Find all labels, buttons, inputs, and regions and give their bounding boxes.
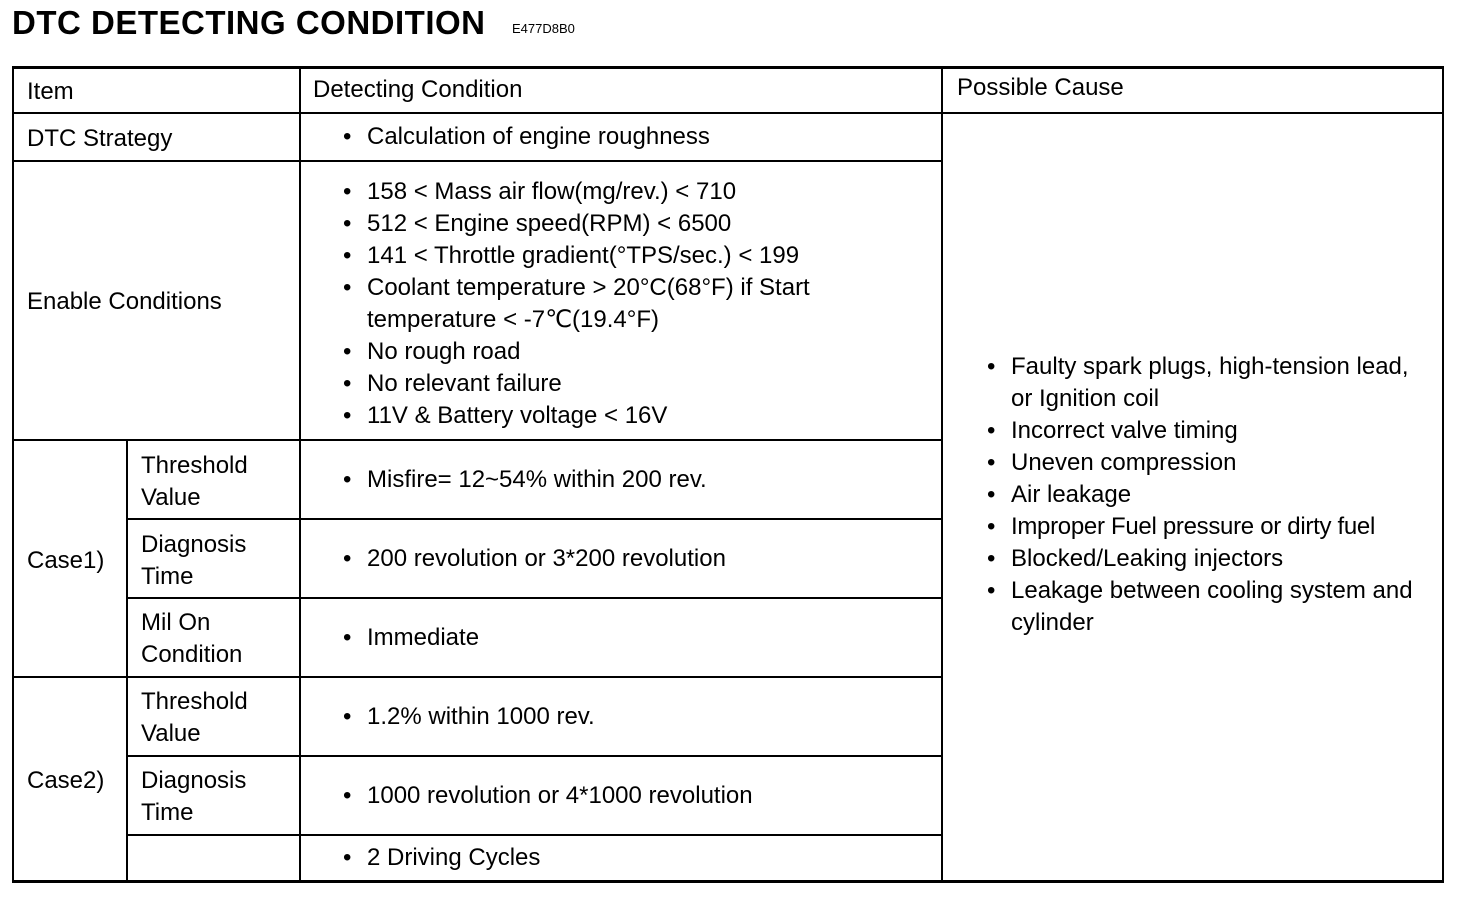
list-item: • No rough road (337, 336, 937, 368)
column-divider (941, 66, 943, 883)
case1-threshold-value (337, 441, 937, 518)
list-item: • No relevant failure (337, 368, 937, 400)
case2-label: Case2) (27, 767, 105, 794)
list-item: • Immediate (337, 622, 937, 654)
column-divider (299, 66, 301, 883)
page-title: DTC DETECTING CONDITION (12, 4, 486, 41)
enable-conditions-list (337, 176, 937, 432)
case2-diagnosis-value (337, 757, 937, 834)
table-border-right (1442, 66, 1444, 883)
list-item: • 512 < Engine speed(RPM) < 6500 (337, 208, 937, 240)
column-divider (126, 439, 128, 883)
header-possible-cause: Possible Cause (957, 74, 1124, 101)
case2-diagnosis-label: Diagnosis Time (141, 767, 247, 826)
row-divider (12, 160, 943, 162)
list-item: • 1000 revolution or 4*1000 revolution (337, 780, 937, 812)
row-divider (126, 834, 943, 836)
table-border-left (12, 66, 14, 883)
list-item: • Uneven compression (981, 447, 1433, 479)
list-item: • Misfire= 12~54% within 200 rev. (337, 464, 937, 496)
list-item: • Improper Fuel pressure or dirty fuel (981, 511, 1433, 543)
case2-mil-value (337, 842, 937, 874)
header-detecting-condition: Detecting Condition (313, 76, 523, 103)
list-item: • 1.2% within 1000 rev. (337, 701, 937, 733)
list-item: • Faulty spark plugs, high-tension lead, or Ignition coil (981, 351, 1411, 415)
case1-mil-label: Mil On Condition (141, 609, 243, 668)
case2-threshold-value (337, 678, 937, 755)
list-item: • 158 < Mass air flow(mg/rev.) < 710 (337, 176, 937, 208)
list-item: • 11V & Battery voltage < 16V (337, 400, 937, 432)
case1-label: Case1) (27, 547, 105, 574)
list-item: • Air leakage (981, 479, 1433, 511)
table-border-bottom (12, 880, 1444, 883)
case1-mil-value (337, 599, 937, 676)
case1-diagnosis-value (337, 520, 937, 597)
document-code: E477D8B0 (512, 21, 575, 36)
case1-threshold-label: Threshold Value (141, 452, 248, 511)
list-item: • 141 < Throttle gradient(°TPS/sec.) < 199 (337, 240, 937, 272)
row-divider (12, 112, 1444, 114)
dtc-strategy-label: DTC Strategy (27, 125, 173, 152)
list-item: • Incorrect valve timing (981, 415, 1433, 447)
enable-conditions-label: Enable Conditions (27, 288, 222, 315)
list-item: • 2 Driving Cycles (337, 842, 937, 874)
list-item: • Coolant temperature > 20°C(68°F) if Start temperature < -7℃(19.4°F) (337, 272, 897, 336)
list-item: • Blocked/Leaking injectors (981, 543, 1433, 575)
case2-threshold-label: Threshold Value (141, 688, 248, 747)
header-item: Item (27, 78, 74, 105)
table-border-top (12, 66, 1444, 69)
list-item: • 200 revolution or 3*200 revolution (337, 543, 937, 575)
list-item: • Leakage between cooling system and cylinder (981, 575, 1431, 639)
dtc-strategy-conditions (337, 121, 937, 153)
possible-causes-list (981, 351, 1433, 639)
case1-diagnosis-label: Diagnosis Time (141, 531, 247, 590)
list-item: • Calculation of engine roughness (337, 121, 937, 153)
